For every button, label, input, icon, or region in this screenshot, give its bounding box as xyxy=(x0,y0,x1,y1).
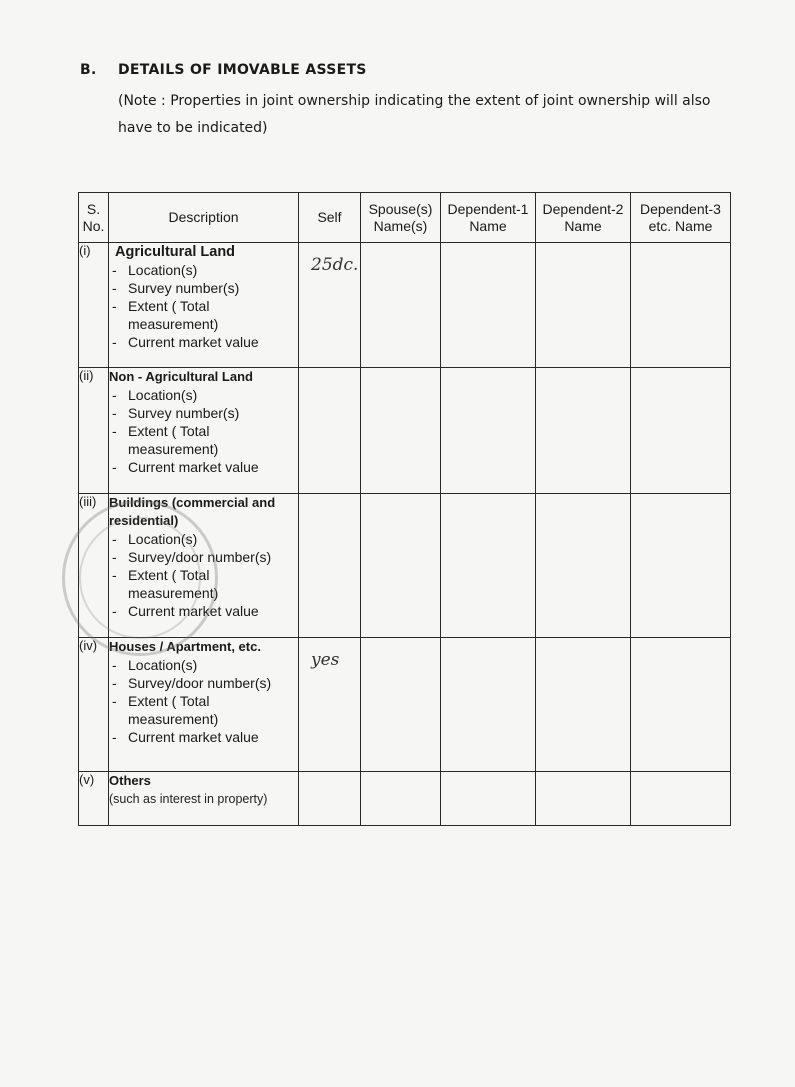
list-item: - Current market value xyxy=(109,333,298,351)
cell-dependent-2 xyxy=(536,243,631,368)
header-self: Self xyxy=(299,193,361,243)
list-item: - Survey/door number(s) xyxy=(109,548,298,566)
row-items xyxy=(109,656,298,746)
list-item: - Survey number(s) xyxy=(109,279,298,297)
cell-spouse xyxy=(361,494,441,638)
cell-self xyxy=(299,772,361,826)
cell-dependent-3 xyxy=(631,368,731,494)
list-item: - Current market value xyxy=(109,602,298,620)
cell-dependent-3 xyxy=(631,638,731,772)
cell-self xyxy=(299,494,361,638)
cell-self xyxy=(299,638,361,772)
list-item: - Location(s) xyxy=(109,656,298,674)
cell-dependent-1 xyxy=(441,772,536,826)
list-item: - Location(s) xyxy=(109,261,298,279)
cell-dependent-3 xyxy=(631,494,731,638)
header-dependent-3: Dependent-3 etc. Name xyxy=(631,193,731,243)
row-sno: (ii) xyxy=(79,368,109,494)
header-dependent-1: Dependent-1 Name xyxy=(441,193,536,243)
header-sno: S. No. xyxy=(79,193,109,243)
list-item: - Location(s) xyxy=(109,530,298,548)
cell-dependent-1 xyxy=(441,368,536,494)
section-number: B. xyxy=(80,62,97,78)
row-description xyxy=(109,494,299,638)
row-sno: (iii) xyxy=(79,494,109,638)
table-row xyxy=(79,638,731,772)
list-item: - Extent ( Total measurement) xyxy=(109,692,298,728)
row-description xyxy=(109,368,299,494)
table-row xyxy=(79,243,731,368)
header-dependent-2: Dependent-2 Name xyxy=(536,193,631,243)
handwritten-self-value: 25dc. xyxy=(311,255,359,275)
cell-self xyxy=(299,243,361,368)
list-item: - Survey number(s) xyxy=(109,404,298,422)
row-items xyxy=(109,530,298,620)
table-row xyxy=(79,368,731,494)
list-item: - Extent ( Total measurement) xyxy=(109,422,298,458)
immovable-assets-table xyxy=(78,192,731,826)
cell-spouse xyxy=(361,368,441,494)
row-items xyxy=(109,386,298,476)
table-row xyxy=(79,772,731,826)
row-title: Houses / Apartment, etc. xyxy=(109,639,261,654)
section-note: (Note : Properties in joint ownership indicating the extent of joint ownership will also have to be indicated) xyxy=(118,93,711,136)
row-title: Non - Agricultural Land xyxy=(109,369,253,384)
cell-self xyxy=(299,368,361,494)
section-title: DETAILS OF IMOVABLE ASSETS xyxy=(118,62,367,78)
header-description: Description xyxy=(109,193,299,243)
section-heading xyxy=(80,62,367,78)
cell-dependent-2 xyxy=(536,638,631,772)
list-item: - Location(s) xyxy=(109,386,298,404)
cell-spouse xyxy=(361,772,441,826)
row-title: Others xyxy=(109,773,151,788)
row-title: Agricultural Land xyxy=(115,244,236,260)
header-row xyxy=(79,193,731,243)
handwritten-self-value: yes xyxy=(311,650,340,670)
row-description xyxy=(109,772,299,826)
row-items xyxy=(109,261,298,351)
header-spouse: Spouse(s) Name(s) xyxy=(361,193,441,243)
cell-dependent-3 xyxy=(631,243,731,368)
cell-dependent-2 xyxy=(536,494,631,638)
list-item: - Current market value xyxy=(109,458,298,476)
list-item: - Extent ( Total measurement) xyxy=(109,566,298,602)
cell-dependent-2 xyxy=(536,368,631,494)
row-sno: (iv) xyxy=(79,638,109,772)
cell-dependent-3 xyxy=(631,772,731,826)
row-description xyxy=(109,638,299,772)
list-item: - Survey/door number(s) xyxy=(109,674,298,692)
cell-spouse xyxy=(361,243,441,368)
list-item: - Current market value xyxy=(109,728,298,746)
cell-dependent-1 xyxy=(441,638,536,772)
row-description xyxy=(109,243,299,368)
table-row xyxy=(79,494,731,638)
list-item: - Extent ( Total measurement) xyxy=(109,297,298,333)
cell-dependent-1 xyxy=(441,243,536,368)
cell-dependent-2 xyxy=(536,772,631,826)
cell-dependent-1 xyxy=(441,494,536,638)
row-title: Buildings (commercial and residential) xyxy=(109,495,276,528)
row-subtitle: (such as interest in property) xyxy=(109,792,268,806)
cell-spouse xyxy=(361,638,441,772)
row-sno: (i) xyxy=(79,243,109,368)
row-sno: (v) xyxy=(79,772,109,826)
